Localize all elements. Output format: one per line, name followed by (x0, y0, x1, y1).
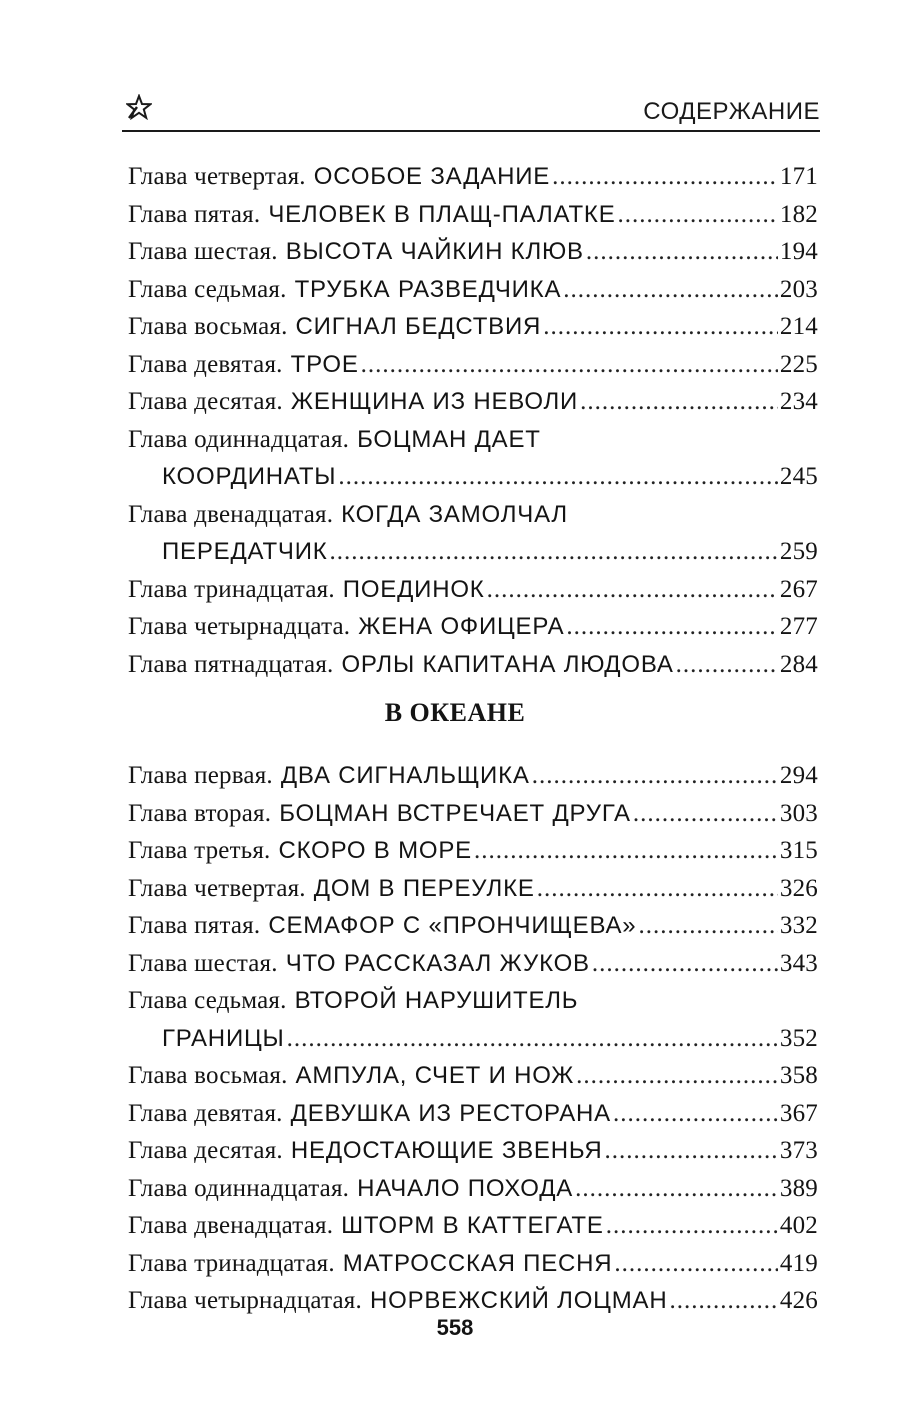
chapter-title: БОЦМАН ВСТРЕЧАЕТ ДРУГА (279, 799, 631, 827)
chapter-page-number: 352 (779, 1024, 818, 1052)
toc-entry (128, 571, 818, 609)
toc-entry-line (128, 346, 818, 384)
running-title: СОДЕРЖАНИЕ (643, 98, 820, 125)
toc-entry (128, 421, 818, 496)
chapter-label: Глава шестая. (128, 949, 278, 977)
leader-dots (338, 458, 778, 496)
chapter-label: Глава одиннадцатая. (128, 425, 350, 453)
chapter-title: СЕМАФОР С «ПРОНЧИЩЕВА» (268, 912, 637, 939)
chapter-label: Глава восьмая. (128, 313, 288, 340)
chapter-label: Глава четвертая. (128, 874, 306, 902)
toc-entry-line (128, 496, 818, 534)
toc-entry (128, 383, 818, 421)
chapter-label: Глава пятая. (128, 912, 261, 939)
leader-dots (638, 907, 777, 945)
toc-entry-line (128, 982, 818, 1020)
toc-entry-continuation (128, 533, 818, 571)
chapter-page-number: 358 (779, 1062, 818, 1089)
toc-entry (128, 1245, 818, 1283)
chapter-title: ДЕВУШКА ИЗ РЕСТОРАНА (290, 1099, 611, 1127)
chapter-page-number: 367 (779, 1099, 818, 1127)
chapter-page-number: 332 (779, 912, 818, 939)
toc-entry (128, 496, 818, 571)
toc-entry (128, 1057, 818, 1095)
toc-entry-continuation (128, 458, 818, 496)
toc-entry-line (128, 646, 818, 684)
toc-entry (128, 757, 818, 795)
chapter-label: Глава четырнадцата. (128, 613, 351, 640)
chapter-label: Глава десятая. (128, 1137, 283, 1164)
leader-dots (575, 1170, 778, 1208)
toc-entry (128, 1282, 818, 1320)
chapter-title: НОРВЕЖСКИЙ ЛОЦМАН (369, 1287, 668, 1314)
toc-entry (128, 982, 818, 1057)
chapter-title: ДВА СИГНАЛЬЩИКА (280, 762, 530, 789)
chapter-label: Глава третья. (128, 837, 271, 864)
chapter-title: ОРЛЫ КАПИТАНА ЛЮДОВА (341, 650, 674, 678)
leader-dots (474, 832, 778, 870)
toc-entry-line (128, 1170, 818, 1208)
toc-entry (128, 945, 818, 983)
chapter-title: БОЦМАН ДАЕТ (357, 425, 541, 453)
leader-dots (543, 308, 778, 346)
chapter-page-number: 234 (779, 388, 818, 415)
chapter-title: ДОМ В ПЕРЕУЛКЕ (313, 874, 535, 902)
chapter-page-number: 194 (779, 238, 818, 265)
toc-entry-line (128, 907, 818, 945)
chapter-title-continuation: ГРАНИЦЫ (162, 1024, 285, 1052)
chapter-title: МАТРОССКАЯ ПЕСНЯ (342, 1249, 613, 1277)
chapter-title: ШТОРМ В КАТТЕГАТЕ (341, 1212, 604, 1239)
chapter-label: Глава пятая. (128, 200, 261, 228)
toc-entry-line (128, 421, 818, 459)
leader-dots (576, 1057, 778, 1095)
toc-entry-line (128, 196, 818, 234)
chapter-label: Глава первая. (128, 762, 273, 789)
chapter-label: Глава девятая. (128, 1099, 283, 1127)
toc-entry (128, 1170, 818, 1208)
chapter-title-continuation: ПЕРЕДАТЧИК (162, 538, 328, 565)
chapter-page-number: 426 (779, 1287, 818, 1314)
chapter-label: Глава одиннадцатая. (128, 1174, 350, 1202)
toc-entry-line (128, 233, 818, 271)
chapter-page-number: 203 (779, 275, 818, 303)
chapter-label: Глава вторая. (128, 799, 272, 827)
leader-dots (618, 196, 778, 234)
toc-entry (128, 646, 818, 684)
toc-part-1 (128, 158, 818, 683)
toc-entry (128, 196, 818, 234)
chapter-label: Глава тринадцатая. (128, 1249, 335, 1277)
toc-entry-line (128, 1282, 818, 1320)
toc-entry-line (128, 1057, 818, 1095)
chapter-page-number: 245 (779, 463, 818, 490)
chapter-title: АМПУЛА, СЧЕТ И НОЖ (295, 1062, 575, 1089)
chapter-title: НЕДОСТАЮЩИЕ ЗВЕНЬЯ (290, 1137, 603, 1164)
chapter-label: Глава четырнадцатая. (128, 1287, 362, 1314)
toc-entry-line (128, 795, 818, 833)
toc-entry-line (128, 308, 818, 346)
leader-dots (287, 1020, 778, 1058)
chapter-label: Глава пятнадцатая. (128, 650, 334, 678)
chapter-title: СИГНАЛ БЕДСТВИЯ (295, 313, 542, 340)
leader-dots (330, 533, 778, 571)
chapter-page-number: 402 (779, 1212, 818, 1239)
leader-dots (361, 346, 778, 384)
leader-dots (606, 1207, 778, 1245)
chapter-label: Глава тринадцатая. (128, 575, 335, 603)
chapter-page-number: 277 (779, 613, 818, 640)
leader-dots (614, 1245, 777, 1283)
leader-dots (676, 646, 778, 684)
chapter-title: ЧЕЛОВЕК В ПЛАЩ-ПАЛАТКЕ (268, 200, 616, 228)
toc-entry-line (128, 870, 818, 908)
chapter-label: Глава седьмая. (128, 275, 287, 303)
chapter-page-number: 326 (779, 874, 818, 902)
leader-dots (586, 233, 778, 271)
toc-entry (128, 308, 818, 346)
chapter-title: ВЫСОТА ЧАЙКИН КЛЮВ (285, 238, 584, 265)
toc-entry-line (128, 383, 818, 421)
toc-entry-line (128, 1095, 818, 1133)
chapter-page-number: 267 (779, 575, 818, 603)
chapter-label: Глава двенадцатая. (128, 500, 334, 528)
chapter-page-number: 259 (779, 538, 818, 565)
toc-entry-line (128, 1245, 818, 1283)
chapter-page-number: 214 (779, 313, 818, 340)
chapter-page-number: 303 (779, 799, 818, 827)
chapter-label: Глава двенадцатая. (128, 1212, 334, 1239)
toc-entry (128, 832, 818, 870)
chapter-title: ПОЕДИНОК (342, 575, 485, 603)
leader-dots (532, 757, 778, 795)
chapter-label: Глава девятая. (128, 350, 283, 378)
chapter-title: СКОРО В МОРЕ (278, 837, 472, 864)
toc-entry (128, 870, 818, 908)
chapter-label: Глава десятая. (128, 388, 283, 415)
chapter-page-number: 182 (779, 200, 818, 228)
toc-entry (128, 795, 818, 833)
chapter-label: Глава восьмая. (128, 1062, 288, 1089)
chapter-page-number: 343 (779, 949, 818, 977)
toc-entry (128, 1207, 818, 1245)
toc-entry (128, 158, 818, 196)
chapter-label: Глава четвертая. (128, 163, 306, 190)
chapter-title: ЧТО РАССКАЗАЛ ЖУКОВ (285, 949, 590, 977)
toc-entry (128, 1095, 818, 1133)
toc-entry (128, 346, 818, 384)
toc-entry-line (128, 757, 818, 795)
toc-entry (128, 233, 818, 271)
leader-dots (604, 1132, 777, 1170)
chapter-title: ОСОБОЕ ЗАДАНИЕ (313, 163, 551, 190)
chapter-page-number: 171 (779, 163, 818, 190)
toc-entry-line (128, 832, 818, 870)
chapter-page-number: 294 (779, 762, 818, 789)
chapter-title: ТРУБКА РАЗВЕДЧИКА (294, 275, 562, 303)
leader-dots (580, 383, 778, 421)
page-number: 558 (436, 1315, 474, 1340)
toc-entry-line (128, 945, 818, 983)
toc-entry-line (128, 271, 818, 309)
leader-dots (669, 1282, 777, 1320)
leader-dots (537, 870, 778, 908)
star-icon (126, 94, 152, 120)
leader-dots (633, 795, 778, 833)
toc-entry-line (128, 158, 818, 196)
toc-entry (128, 1132, 818, 1170)
toc-part-2 (128, 757, 818, 1320)
toc-entry (128, 907, 818, 945)
leader-dots (552, 158, 778, 196)
page-header (122, 92, 820, 132)
leader-dots (566, 608, 778, 646)
leader-dots (563, 271, 778, 309)
chapter-page-number: 284 (779, 650, 818, 678)
toc-entry-line (128, 1207, 818, 1245)
leader-dots (592, 945, 778, 983)
toc-entry (128, 608, 818, 646)
toc-entry-line (128, 571, 818, 609)
section-title: В ОКЕАНЕ (384, 698, 526, 727)
chapter-page-number: 373 (779, 1137, 818, 1164)
chapter-title: ЖЕНЩИНА ИЗ НЕВОЛИ (290, 388, 579, 415)
chapter-label: Глава седьмая. (128, 987, 287, 1014)
chapter-label: Глава шестая. (128, 238, 278, 265)
chapter-page-number: 389 (779, 1174, 818, 1202)
chapter-title: ВТОРОЙ НАРУШИТЕЛЬ (294, 987, 579, 1014)
chapter-page-number: 315 (779, 837, 818, 864)
toc-entry-continuation (128, 1020, 818, 1058)
leader-dots (487, 571, 778, 609)
chapter-page-number: 419 (779, 1249, 818, 1277)
toc-entry-line (128, 1132, 818, 1170)
toc-entry-line (128, 608, 818, 646)
chapter-title: ЖЕНА ОФИЦЕРА (358, 613, 565, 640)
toc-entry (128, 271, 818, 309)
chapter-title-continuation: КООРДИНАТЫ (162, 463, 337, 490)
leader-dots (613, 1095, 778, 1133)
chapter-title: НАЧАЛО ПОХОДА (357, 1174, 574, 1202)
chapter-title: ТРОЕ (290, 350, 359, 378)
chapter-title: КОГДА ЗАМОЛЧАЛ (341, 500, 568, 528)
chapter-page-number: 225 (779, 350, 818, 378)
